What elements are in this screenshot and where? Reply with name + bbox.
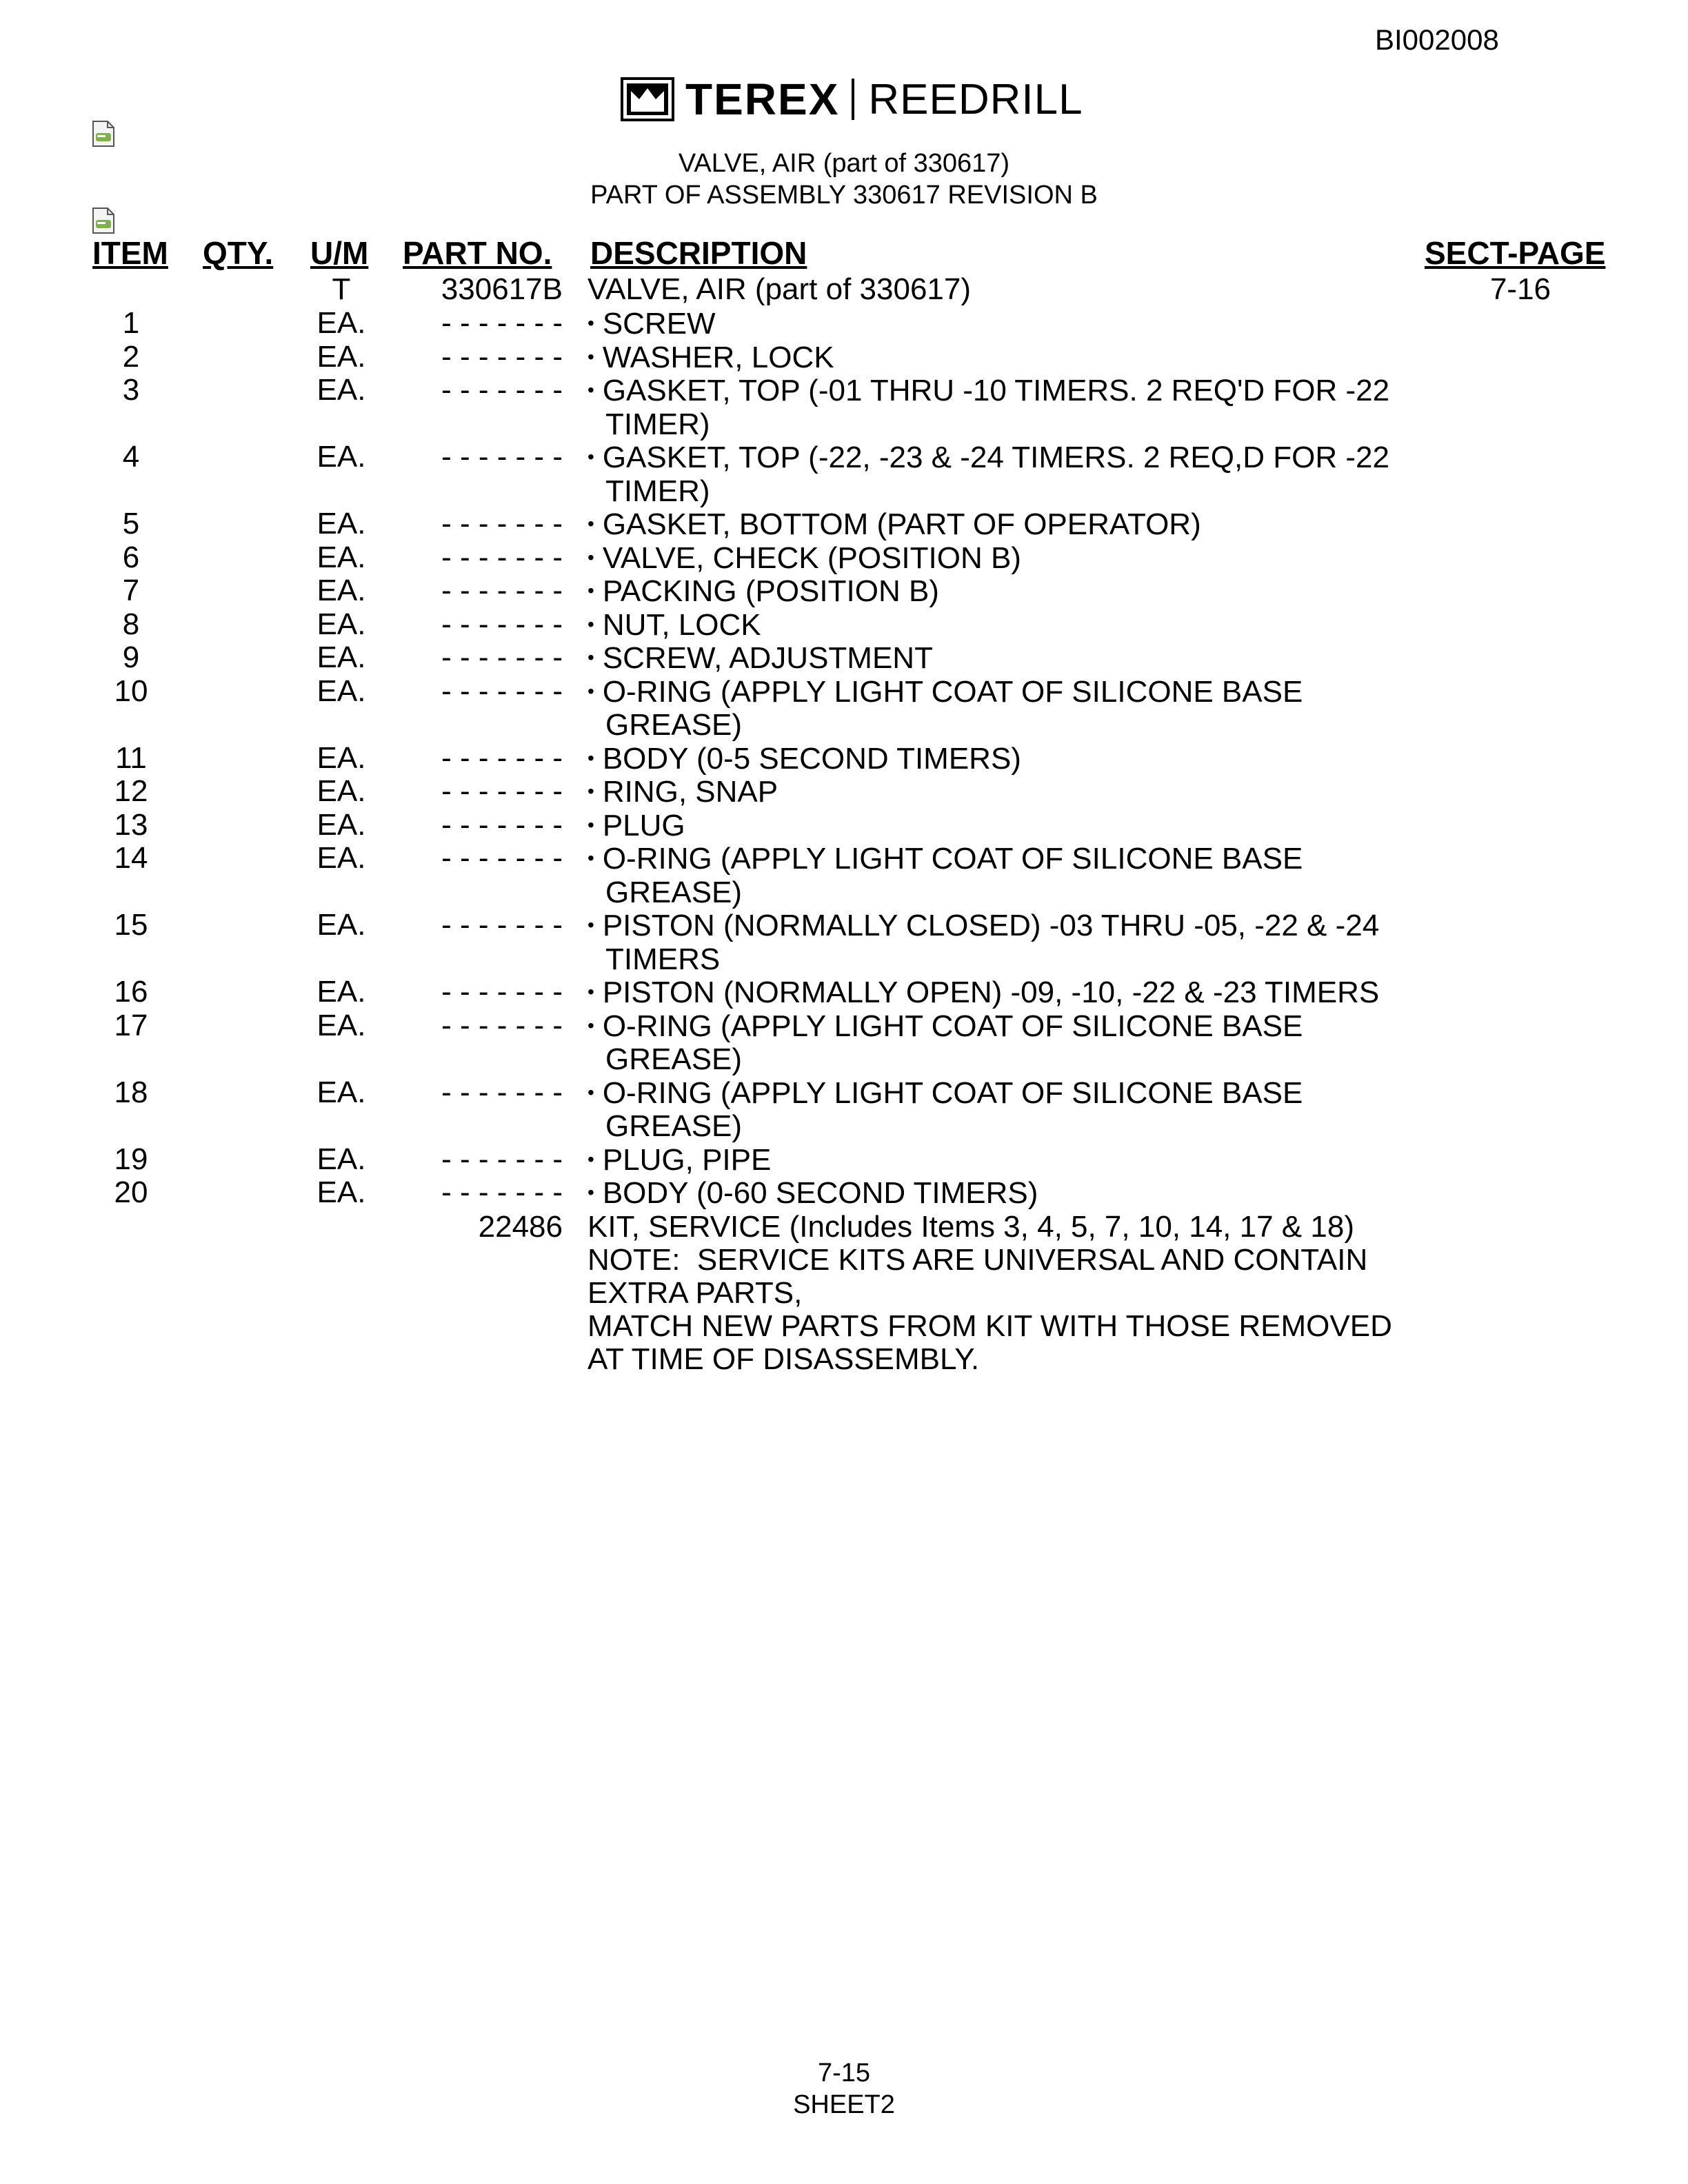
header-qty: QTY. [203,235,274,271]
description-line: NUT, LOCK [602,607,761,642]
item-number: 18 [114,1075,148,1109]
indent-bullet-icon: • [587,813,594,836]
description-line: PISTON (NORMALLY CLOSED) -03 THRU -05, -22 & -24 [602,909,1380,942]
page-title: VALVE, AIR (part of 330617) [678,149,1010,178]
item-description [587,507,1201,542]
description-line: TIMERS [605,942,721,976]
indent-bullet-icon: • [587,981,594,1002]
item-number: 4 [122,440,140,474]
item-um: EA. [316,740,366,775]
assembly-description: VALVE, AIR (part of 330617) [587,272,972,306]
item-number: 8 [122,607,140,641]
brand-name: TEREX [685,74,840,124]
item-part-no: - - - - - - - [441,373,563,407]
item-number: 17 [114,1008,148,1042]
indent-bullet-icon: • [587,647,594,668]
item-um: EA. [316,1175,366,1209]
description-line: TIMER) [605,407,710,441]
item-description [587,541,1021,576]
description-line: O-RING (APPLY LIGHT COAT OF SILICONE BASE [602,1075,1303,1110]
item-description [587,608,761,643]
item-part-no: - - - - - - - [441,640,563,674]
item-number: 2 [122,339,140,374]
item-um: EA. [316,507,366,540]
item-number: 10 [114,674,148,708]
description-line: GREASE) [605,708,743,742]
item-description [587,909,1379,976]
item-number: 14 [114,841,148,875]
item-description [587,1076,1303,1144]
indent-bullet-icon: • [587,379,594,401]
item-description [587,775,778,809]
item-part-no: - - - - - - - [441,908,563,942]
item-number: 19 [114,1142,148,1176]
indent-bullet-icon: • [587,914,594,936]
item-number: 13 [114,807,148,842]
description-line: PISTON (NORMALLY OPEN) -09, -10, -22 & -23 TIMERS [602,975,1380,1009]
kit-note: EXTRA PARTS, [587,1276,803,1310]
item-description [587,374,1389,441]
item-description [587,574,939,609]
header-description: DESCRIPTION [590,235,807,271]
page-subtitle: PART OF ASSEMBLY 330617 REVISION B [590,181,1098,210]
description-line: O-RING (APPLY LIGHT COAT OF SILICONE BASE [602,1009,1303,1043]
description-line: GASKET, BOTTOM (PART OF OPERATOR) [602,507,1201,541]
item-number: 3 [122,373,140,407]
description-line: PLUG, PIPE [602,1142,772,1177]
item-um: EA. [316,607,366,641]
item-number: 5 [122,507,140,540]
indent-bullet-icon: • [587,1182,594,1203]
description-line: GREASE) [605,875,743,909]
indent-bullet-icon: • [587,446,594,467]
item-description [587,341,834,375]
item-part-no: - - - - - - - [441,740,563,775]
item-description [587,842,1303,909]
description-line: BODY (0-5 SECOND TIMERS) [602,741,1021,776]
header-part-no: PART NO. [403,235,552,271]
item-um: EA. [316,540,366,574]
item-um: EA. [316,908,366,942]
header-sect-page: SECT-PAGE [1425,235,1606,271]
logo-divider [852,79,854,120]
indent-bullet-icon: • [587,546,594,568]
item-part-no: - - - - - - - [441,339,563,374]
header-item: ITEM [92,235,168,271]
indent-bullet-icon: • [587,747,594,769]
kit-part-no: 22486 [478,1210,563,1244]
item-um: EA. [316,774,366,808]
item-description [587,809,685,843]
indent-bullet-icon: • [587,1148,594,1170]
item-description [587,307,716,341]
item-um: EA. [316,975,366,1009]
kit-note: MATCH NEW PARTS FROM KIT WITH THOSE REMOVED [587,1309,1392,1343]
description-line: GREASE) [605,1109,743,1143]
kit-note: NOTE: SERVICE KITS ARE UNIVERSAL AND CONTAIN [587,1243,1368,1277]
item-um: EA. [316,674,366,708]
header-um: U/M [310,235,369,271]
embedded-document-icon[interactable] [91,120,116,148]
item-um: EA. [316,373,366,407]
description-line: RING, SNAP [602,775,778,809]
indent-bullet-icon: • [587,1081,594,1103]
description-line: TIMER) [605,474,710,508]
item-description [587,1009,1303,1077]
kit-description: KIT, SERVICE (Includes Items 3, 4, 5, 7, 10, 14, 17 & 18) [587,1210,1354,1244]
indent-bullet-icon: • [587,780,594,802]
item-um: EA. [316,339,366,374]
indent-bullet-icon: • [587,847,594,869]
item-um: EA. [316,574,366,607]
item-part-no: - - - - - - - [441,841,563,875]
description-line: PACKING (POSITION B) [602,574,939,608]
item-part-no: - - - - - - - [441,440,563,474]
assembly-um: T [332,272,351,306]
brand-product: REEDRILL [868,75,1083,123]
item-um: EA. [316,1142,366,1176]
item-um: EA. [316,1008,366,1042]
assembly-part-no: 330617B [441,272,563,306]
embedded-document-icon[interactable] [91,207,116,234]
item-number: 12 [114,774,148,808]
description-line: SCREW [602,307,716,341]
item-description [587,441,1389,508]
item-description [587,975,1379,1010]
terex-reedrill-logo [621,73,1131,125]
description-line: O-RING (APPLY LIGHT COAT OF SILICONE BASE [602,842,1303,876]
description-line: VALVE, CHECK (POSITION B) [602,540,1021,575]
item-part-no: - - - - - - - [441,1008,563,1042]
item-um: EA. [316,1075,366,1109]
item-description [587,1143,771,1177]
indent-bullet-icon: • [587,312,594,334]
description-line: GASKET, TOP (-01 THRU -10 TIMERS. 2 REQ'D FOR -22 [602,374,1390,407]
document-id: BI002008 [1375,23,1499,56]
item-um: EA. [316,807,366,842]
description-line: GREASE) [605,1042,743,1076]
assembly-sect-page: 7-16 [1489,272,1551,306]
item-number: 1 [122,306,140,340]
item-part-no: - - - - - - - [441,607,563,641]
page-number: 7-15 [817,2059,871,2087]
item-part-no: - - - - - - - [441,507,563,540]
item-um: EA. [316,841,366,875]
item-part-no: - - - - - - - [441,306,563,340]
item-um: EA. [316,440,366,474]
sheet-label: SHEET2 [793,2090,895,2119]
indent-bullet-icon: • [587,513,594,534]
description-line: O-RING (APPLY LIGHT COAT OF SILICONE BASE [602,674,1303,709]
description-line: PLUG [602,808,685,842]
item-part-no: - - - - - - - [441,1142,563,1176]
item-description [587,675,1303,742]
item-number: 9 [122,640,140,674]
indent-bullet-icon: • [587,580,594,601]
item-um: EA. [316,640,366,674]
terex-crown-logo-icon [621,77,674,121]
item-um: EA. [316,306,366,340]
kit-note: AT TIME OF DISASSEMBLY. [587,1342,980,1376]
item-part-no: - - - - - - - [441,807,563,842]
description-line: SCREW, ADJUSTMENT [602,641,933,675]
indent-bullet-icon: • [587,680,594,702]
indent-bullet-icon: • [587,613,594,635]
item-part-no: - - - - - - - [441,1075,563,1109]
item-part-no: - - - - - - - [441,975,563,1009]
item-part-no: - - - - - - - [441,774,563,808]
item-number: 6 [122,540,140,574]
item-part-no: - - - - - - - [441,1175,563,1209]
indent-bullet-icon: • [587,345,594,367]
item-part-no: - - - - - - - [441,674,563,708]
item-description [587,742,1021,776]
item-number: 20 [114,1175,148,1209]
description-line: GASKET, TOP (-22, -23 & -24 TIMERS. 2 REQ,D FOR -22 [602,441,1389,474]
item-part-no: - - - - - - - [441,574,563,607]
item-number: 15 [114,908,148,942]
item-number: 7 [122,574,140,607]
item-number: 16 [114,975,148,1009]
indent-bullet-icon: • [587,1014,594,1036]
item-number: 11 [115,740,147,775]
item-part-no: - - - - - - - [441,540,563,574]
item-description [587,1176,1038,1211]
item-description [587,641,933,676]
description-line: BODY (0-60 SECOND TIMERS) [602,1176,1038,1210]
description-line: WASHER, LOCK [602,340,834,374]
